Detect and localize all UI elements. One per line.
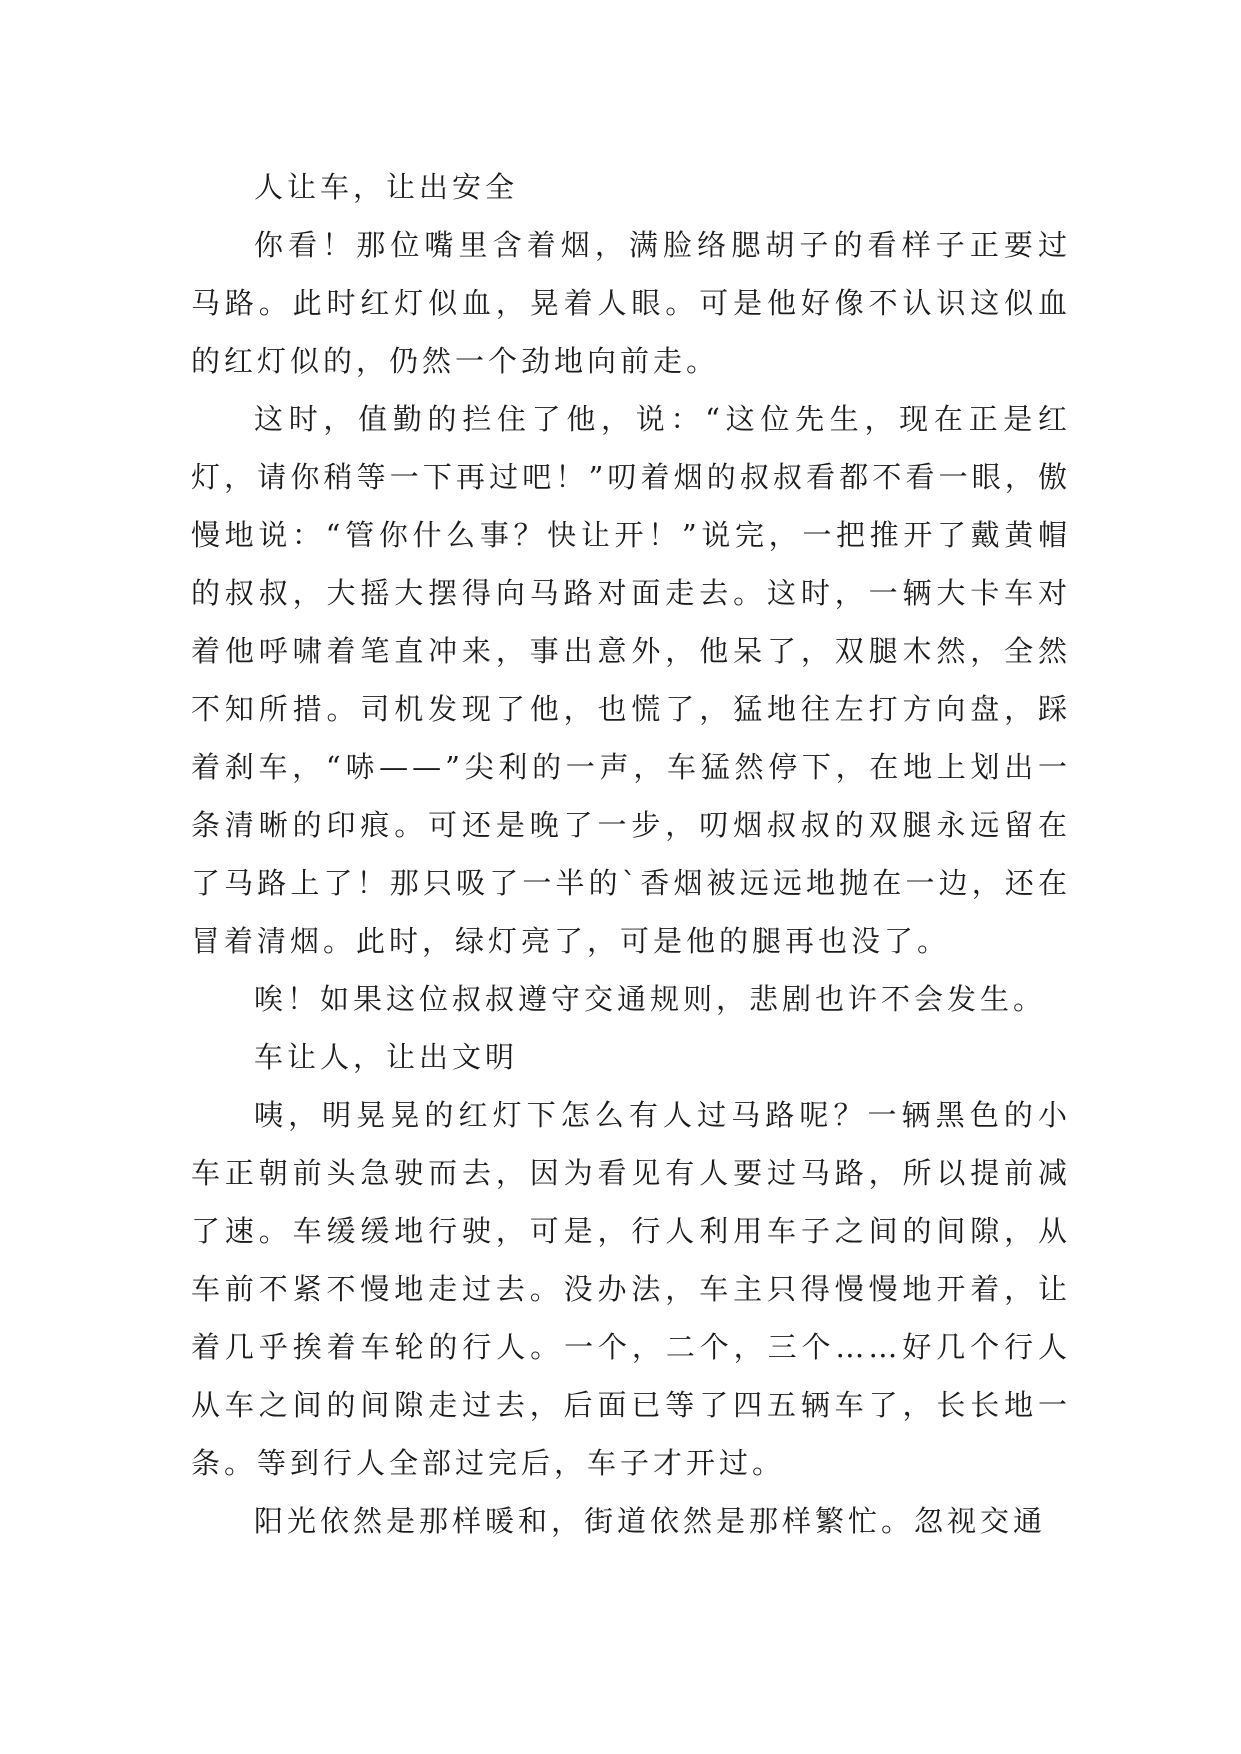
- paragraph: 唉！如果这位叔叔遵守交通规则，悲剧也许不会发生。: [254, 982, 1047, 1016]
- section-heading-vehicle: 车让人，让出文明: [254, 1040, 519, 1074]
- article-body: [191, 158, 1071, 1550]
- paragraph: 阳光依然是那样暖和，街道依然是那样繁忙。忽视交通: [254, 1504, 1047, 1538]
- paragraph: 咦，明晃晃的红灯下怎么有人过马路呢？一辆黑色的小车正朝前头急驶而去，因为看见有人要过马路，所以提前减了速。车缓缓地行驶，可是，行人利用车子之间的间隙，从车前不紧不慢地走过去。没办法，车主只得慢慢地开着，让着几乎挨着车轮的行人。一个，二个，三个……好几个行人从车之间的间隙走过去，后面已等了四五辆车了，长长地一条。等到行人全部过完后，车子才开过。: [191, 1098, 1071, 1480]
- paragraph: 这时，值勤的拦住了他，说：“这位先生，现在正是红灯，请你稍等一下再过吧！”叨着烟的叔叔看都不看一眼，傲慢地说：“管你什么事？快让开！”说完，一把推开了戴黄帽的叔叔，大摇大摆得向马路对面走去。这时，一辆大卡车对着他呼啸着笔直冲来，事出意外，他呆了，双腿木然，全然不知所措。司机发现了他，也慌了，猛地往左打方向盘，踩着刹车，“哧——”尖利的一声，车猛然停下，在地上划出一条清晰的印痕。可还是晚了一步，叨烟叔叔的双腿永远留在了马路上了！那只吸了一半的`香烟被远远地抛在一边，还在冒着清烟。此时，绿灯亮了，可是他的腿再也没了。: [191, 402, 1071, 958]
- paragraph: 你看！那位嘴里含着烟，满脸络腮胡子的看样子正要过马路。此时红灯似血，晃着人眼。可是他好像不认识这似血的红灯似的，仍然一个劲地向前走。: [191, 228, 1071, 378]
- section-heading-pedestrian: 人让车，让出安全: [254, 170, 519, 204]
